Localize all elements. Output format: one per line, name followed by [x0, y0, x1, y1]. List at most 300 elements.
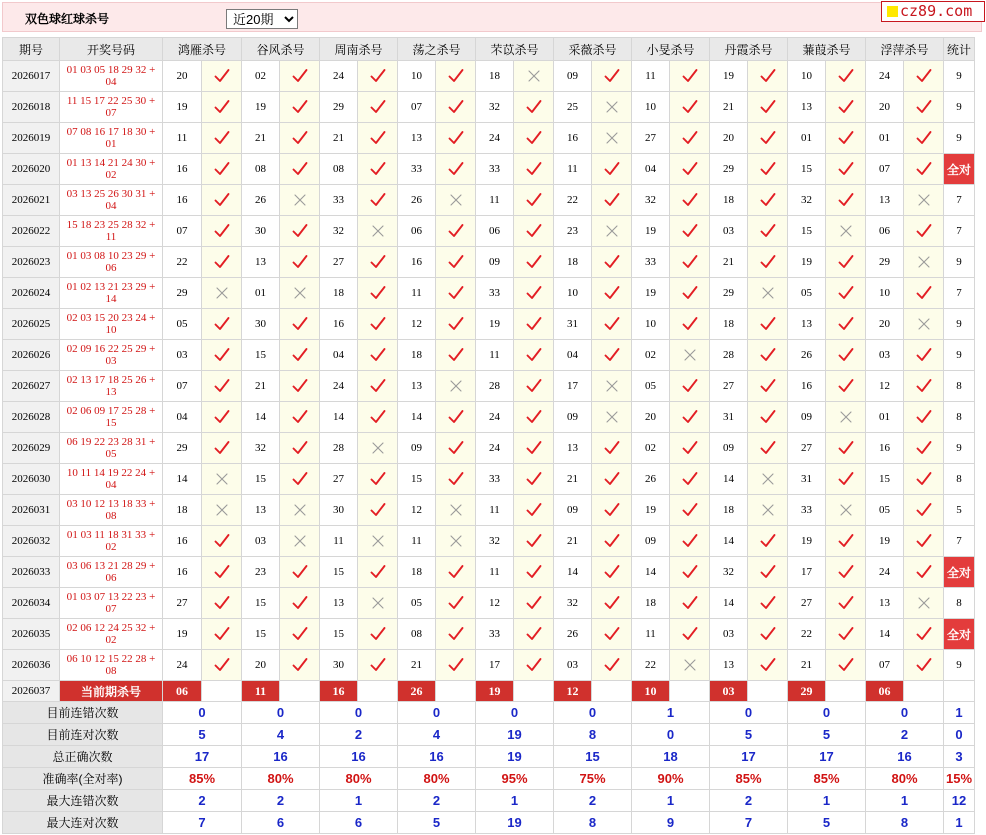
period-cell: 2026031 — [3, 495, 60, 526]
kill-number: 12 — [476, 588, 514, 619]
blue-ball: 03 — [105, 355, 117, 367]
result-mark — [358, 526, 398, 557]
result-mark — [670, 185, 710, 216]
kill-number: 24 — [320, 371, 358, 402]
check-icon — [292, 316, 308, 332]
header-killer: 鸿雁杀号 — [163, 38, 242, 61]
result-mark — [202, 557, 242, 588]
table-row — [3, 340, 975, 371]
summary-value: 2 — [398, 790, 476, 812]
kill-number: 18 — [554, 247, 592, 278]
result-mark — [592, 154, 632, 185]
summary-label: 准确率(全对率) — [3, 768, 163, 790]
period-cell: 2026022 — [3, 216, 60, 247]
summary-value: 1 — [866, 790, 944, 812]
result-mark — [514, 216, 554, 247]
result-mark — [670, 371, 710, 402]
result-mark — [514, 433, 554, 464]
summary-value: 1 — [476, 790, 554, 812]
period-cell: 2026019 — [3, 123, 60, 154]
result-mark — [670, 92, 710, 123]
result-mark — [436, 309, 476, 340]
result-mark — [514, 371, 554, 402]
period-cell: 2026017 — [3, 61, 60, 92]
header-numbers: 开奖号码 — [60, 38, 163, 61]
summary-label: 最大连对次数 — [3, 812, 163, 834]
kill-number: 29 — [710, 278, 748, 309]
table-row — [3, 278, 975, 309]
summary-value: 85% — [710, 768, 788, 790]
kill-number: 24 — [476, 123, 514, 154]
kill-number: 18 — [163, 495, 202, 526]
kill-number: 11 — [476, 185, 514, 216]
draw-numbers-cell: 01 03 05 18 29 32 + 04 — [60, 61, 163, 92]
kill-number: 27 — [710, 371, 748, 402]
result-mark — [514, 557, 554, 588]
result-mark — [748, 650, 788, 681]
table-row — [3, 154, 975, 185]
result-mark — [670, 154, 710, 185]
period-cell: 2026034 — [3, 588, 60, 619]
check-icon — [760, 347, 776, 363]
blue-ball: 07 — [105, 107, 117, 119]
result-mark — [280, 402, 320, 433]
cross-icon — [604, 409, 620, 425]
draw-numbers-cell: 03 06 13 21 28 29 + 06 — [60, 557, 163, 588]
blue-ball: 05 — [105, 448, 117, 460]
kill-number: 19 — [632, 216, 670, 247]
table-row — [3, 247, 975, 278]
check-icon — [604, 192, 620, 208]
kill-number: 26 — [632, 464, 670, 495]
summary-value: 0 — [398, 702, 476, 724]
kill-number: 22 — [632, 650, 670, 681]
stat-cell: 9 — [944, 247, 975, 278]
result-mark — [592, 92, 632, 123]
result-mark — [358, 433, 398, 464]
kill-number: 16 — [163, 557, 202, 588]
check-icon — [604, 161, 620, 177]
table-row — [3, 216, 975, 247]
blue-ball: 08 — [105, 510, 117, 522]
kill-number: 14 — [632, 557, 670, 588]
cross-icon — [916, 254, 932, 270]
result-mark — [358, 185, 398, 216]
kill-number: 26 — [554, 619, 592, 650]
summary-row — [3, 724, 975, 746]
current-kill-number: 26 — [398, 681, 436, 702]
kill-number: 14 — [398, 402, 436, 433]
kill-number: 16 — [866, 433, 904, 464]
red-balls: 03 10 12 13 18 33 — [66, 498, 147, 510]
cross-icon — [682, 347, 698, 363]
result-mark — [748, 123, 788, 154]
result-mark — [358, 247, 398, 278]
result-mark — [904, 495, 944, 526]
check-icon — [214, 68, 230, 84]
kill-number: 29 — [710, 154, 748, 185]
kill-number: 14 — [163, 464, 202, 495]
summary-value: 17 — [163, 746, 242, 768]
kill-number: 10 — [632, 309, 670, 340]
result-mark — [904, 216, 944, 247]
result-mark — [748, 61, 788, 92]
result-mark — [358, 340, 398, 371]
result-mark — [670, 433, 710, 464]
summary-value: 80% — [866, 768, 944, 790]
result-mark — [748, 619, 788, 650]
kill-number: 31 — [554, 309, 592, 340]
period-cell: 2026033 — [3, 557, 60, 588]
stat-cell: 9 — [944, 61, 975, 92]
kill-number: 14 — [866, 619, 904, 650]
check-icon — [526, 564, 542, 580]
check-icon — [682, 285, 698, 301]
kill-number: 10 — [632, 92, 670, 123]
table-row — [3, 588, 975, 619]
kill-number: 05 — [632, 371, 670, 402]
summary-value: 1 — [320, 790, 398, 812]
blue-ball: 06 — [105, 572, 117, 584]
kill-number: 11 — [554, 154, 592, 185]
stat-cell: 8 — [944, 402, 975, 433]
result-mark — [202, 340, 242, 371]
result-mark — [904, 154, 944, 185]
check-icon — [214, 657, 230, 673]
site-logo[interactable] — [881, 1, 985, 22]
result-mark — [904, 309, 944, 340]
red-balls: 06 19 22 23 28 31 — [66, 436, 147, 448]
result-mark — [202, 185, 242, 216]
kill-number: 13 — [866, 185, 904, 216]
result-mark — [748, 557, 788, 588]
check-icon — [760, 409, 776, 425]
summary-stat: 1 — [944, 812, 975, 834]
kill-number: 15 — [320, 619, 358, 650]
check-icon — [292, 440, 308, 456]
kill-number: 28 — [476, 371, 514, 402]
stat-cell: 7 — [944, 185, 975, 216]
check-icon — [370, 130, 386, 146]
result-mark — [358, 278, 398, 309]
result-mark — [826, 61, 866, 92]
kill-number: 24 — [866, 61, 904, 92]
result-mark — [280, 619, 320, 650]
period-cell: 2026024 — [3, 278, 60, 309]
result-mark — [202, 278, 242, 309]
result-mark — [826, 340, 866, 371]
kill-number: 02 — [242, 61, 280, 92]
check-icon — [448, 409, 464, 425]
kill-number: 12 — [398, 495, 436, 526]
check-icon — [448, 564, 464, 580]
check-icon — [214, 409, 230, 425]
summary-value: 85% — [163, 768, 242, 790]
result-mark — [436, 61, 476, 92]
check-icon — [370, 254, 386, 270]
header-killer: 芣苡杀号 — [476, 38, 554, 61]
stat-cell: 7 — [944, 216, 975, 247]
cross-icon — [292, 285, 308, 301]
result-mark — [748, 495, 788, 526]
result-mark — [904, 185, 944, 216]
result-mark — [202, 495, 242, 526]
kill-number: 28 — [710, 340, 748, 371]
check-icon — [604, 533, 620, 549]
summary-row — [3, 768, 975, 790]
summary-value: 5 — [710, 724, 788, 746]
check-icon — [526, 502, 542, 518]
cross-icon — [370, 223, 386, 239]
result-mark — [436, 340, 476, 371]
summary-value: 8 — [866, 812, 944, 834]
check-icon — [214, 378, 230, 394]
check-icon — [682, 564, 698, 580]
period-range-select[interactable] — [226, 9, 298, 29]
result-mark — [904, 247, 944, 278]
kill-number: 16 — [163, 154, 202, 185]
check-icon — [526, 440, 542, 456]
kill-number: 26 — [788, 340, 826, 371]
summary-value: 0 — [476, 702, 554, 724]
kill-number: 09 — [554, 495, 592, 526]
kill-number: 18 — [398, 340, 436, 371]
kill-number: 33 — [476, 619, 514, 650]
summary-value: 19 — [476, 746, 554, 768]
kill-number: 14 — [710, 588, 748, 619]
result-mark — [670, 309, 710, 340]
period-cell: 2026018 — [3, 92, 60, 123]
summary-value: 17 — [710, 746, 788, 768]
kill-number: 30 — [320, 650, 358, 681]
check-icon — [214, 99, 230, 115]
result-mark — [280, 61, 320, 92]
kill-number: 16 — [163, 526, 202, 557]
cross-icon — [838, 502, 854, 518]
period-cell: 2026035 — [3, 619, 60, 650]
cross-icon — [760, 471, 776, 487]
kill-number: 13 — [866, 588, 904, 619]
result-mark — [904, 650, 944, 681]
check-icon — [292, 564, 308, 580]
red-balls: 02 06 09 17 25 28 — [66, 405, 147, 417]
kill-number: 27 — [788, 433, 826, 464]
red-balls: 01 02 13 21 23 29 — [66, 281, 147, 293]
summary-row — [3, 790, 975, 812]
kill-number: 11 — [476, 340, 514, 371]
stat-cell: 全对 — [944, 154, 975, 185]
check-icon — [448, 223, 464, 239]
blue-ball: 14 — [105, 293, 117, 305]
check-icon — [682, 223, 698, 239]
red-balls: 01 13 14 21 24 30 — [66, 157, 147, 169]
check-icon — [682, 440, 698, 456]
result-mark — [904, 123, 944, 154]
check-icon — [292, 68, 308, 84]
result-mark — [670, 464, 710, 495]
kill-number: 25 — [554, 92, 592, 123]
result-mark — [670, 619, 710, 650]
kill-number: 21 — [710, 247, 748, 278]
check-icon — [214, 192, 230, 208]
kill-number: 32 — [476, 526, 514, 557]
table-row — [3, 371, 975, 402]
check-icon — [760, 68, 776, 84]
result-mark — [514, 123, 554, 154]
period-cell: 2026020 — [3, 154, 60, 185]
red-balls: 11 15 17 22 25 30 — [66, 95, 147, 107]
blue-ball: 07 — [105, 603, 117, 615]
result-mark — [748, 247, 788, 278]
kill-number: 15 — [242, 588, 280, 619]
result-mark — [514, 309, 554, 340]
summary-value: 5 — [788, 812, 866, 834]
red-balls: 15 18 23 25 28 32 — [66, 219, 147, 231]
current-kill-number: 19 — [476, 681, 514, 702]
result-mark — [826, 247, 866, 278]
red-balls: 10 11 14 19 22 24 — [66, 467, 147, 479]
kill-number: 15 — [242, 619, 280, 650]
blue-ball: 11 — [105, 231, 117, 243]
blue-ball: 02 — [105, 541, 117, 553]
kill-number: 21 — [320, 123, 358, 154]
result-mark — [436, 433, 476, 464]
logo-text: cz89.com — [900, 2, 973, 20]
result-mark — [592, 340, 632, 371]
check-icon — [292, 223, 308, 239]
result-mark — [748, 216, 788, 247]
result-mark — [436, 123, 476, 154]
summary-value: 19 — [476, 724, 554, 746]
draw-numbers-cell: 02 09 16 22 25 29 + 03 — [60, 340, 163, 371]
check-icon — [292, 161, 308, 177]
check-icon — [604, 68, 620, 84]
check-icon — [838, 378, 854, 394]
kill-number: 27 — [788, 588, 826, 619]
check-icon — [214, 254, 230, 270]
check-icon — [526, 657, 542, 673]
blue-ball: 06 — [105, 262, 117, 274]
cross-icon — [292, 192, 308, 208]
kill-number: 11 — [398, 278, 436, 309]
check-icon — [604, 657, 620, 673]
result-mark — [670, 216, 710, 247]
result-mark — [436, 216, 476, 247]
current-empty-cell — [904, 681, 944, 702]
result-mark — [280, 557, 320, 588]
check-icon — [838, 440, 854, 456]
result-mark — [592, 557, 632, 588]
summary-value: 0 — [242, 702, 320, 724]
check-icon — [916, 285, 932, 301]
kill-number: 24 — [163, 650, 202, 681]
cross-icon — [604, 130, 620, 146]
result-mark — [904, 61, 944, 92]
check-icon — [682, 502, 698, 518]
kill-number: 09 — [788, 402, 826, 433]
check-icon — [526, 626, 542, 642]
kill-number: 01 — [866, 402, 904, 433]
check-icon — [292, 657, 308, 673]
check-icon — [682, 533, 698, 549]
check-icon — [370, 657, 386, 673]
result-mark — [280, 371, 320, 402]
cross-icon — [916, 316, 932, 332]
result-mark — [670, 278, 710, 309]
kill-number: 22 — [163, 247, 202, 278]
draw-numbers-cell: 06 19 22 23 28 31 + 05 — [60, 433, 163, 464]
result-mark — [748, 371, 788, 402]
check-icon — [838, 254, 854, 270]
kill-number: 20 — [163, 61, 202, 92]
check-icon — [214, 316, 230, 332]
check-icon — [838, 130, 854, 146]
kill-number: 18 — [476, 61, 514, 92]
summary-value: 9 — [632, 812, 710, 834]
kill-number: 33 — [398, 154, 436, 185]
kill-number: 16 — [163, 185, 202, 216]
result-mark — [202, 61, 242, 92]
kill-number: 19 — [242, 92, 280, 123]
table-row — [3, 557, 975, 588]
kill-number: 03 — [163, 340, 202, 371]
cross-icon — [838, 223, 854, 239]
kill-number: 27 — [320, 247, 358, 278]
kill-number: 05 — [866, 495, 904, 526]
result-mark — [592, 402, 632, 433]
table-row — [3, 526, 975, 557]
result-mark — [280, 588, 320, 619]
table-row — [3, 433, 975, 464]
summary-value: 1 — [632, 790, 710, 812]
result-mark — [358, 309, 398, 340]
result-mark — [514, 154, 554, 185]
kill-number: 32 — [710, 557, 748, 588]
kill-number: 12 — [398, 309, 436, 340]
check-icon — [214, 161, 230, 177]
kill-number: 33 — [632, 247, 670, 278]
check-icon — [682, 161, 698, 177]
draw-numbers-cell: 11 15 17 22 25 30 + 07 — [60, 92, 163, 123]
summary-value: 1 — [788, 790, 866, 812]
check-icon — [448, 130, 464, 146]
check-icon — [838, 161, 854, 177]
cross-icon — [604, 223, 620, 239]
result-mark — [358, 464, 398, 495]
result-mark — [436, 154, 476, 185]
current-period-row — [3, 681, 975, 702]
logo-square-icon — [887, 6, 898, 17]
check-icon — [838, 626, 854, 642]
kill-number: 19 — [476, 309, 514, 340]
kill-number: 22 — [554, 185, 592, 216]
summary-label: 最大连错次数 — [3, 790, 163, 812]
check-icon — [448, 347, 464, 363]
result-mark — [826, 278, 866, 309]
check-icon — [604, 564, 620, 580]
kill-number: 06 — [866, 216, 904, 247]
kill-number: 15 — [242, 340, 280, 371]
cross-icon — [682, 657, 698, 673]
summary-label: 目前连对次数 — [3, 724, 163, 746]
table-row — [3, 92, 975, 123]
table-row — [3, 650, 975, 681]
summary-value: 0 — [320, 702, 398, 724]
result-mark — [826, 216, 866, 247]
summary-value: 15 — [554, 746, 632, 768]
summary-value: 2 — [163, 790, 242, 812]
kill-number: 18 — [710, 185, 748, 216]
